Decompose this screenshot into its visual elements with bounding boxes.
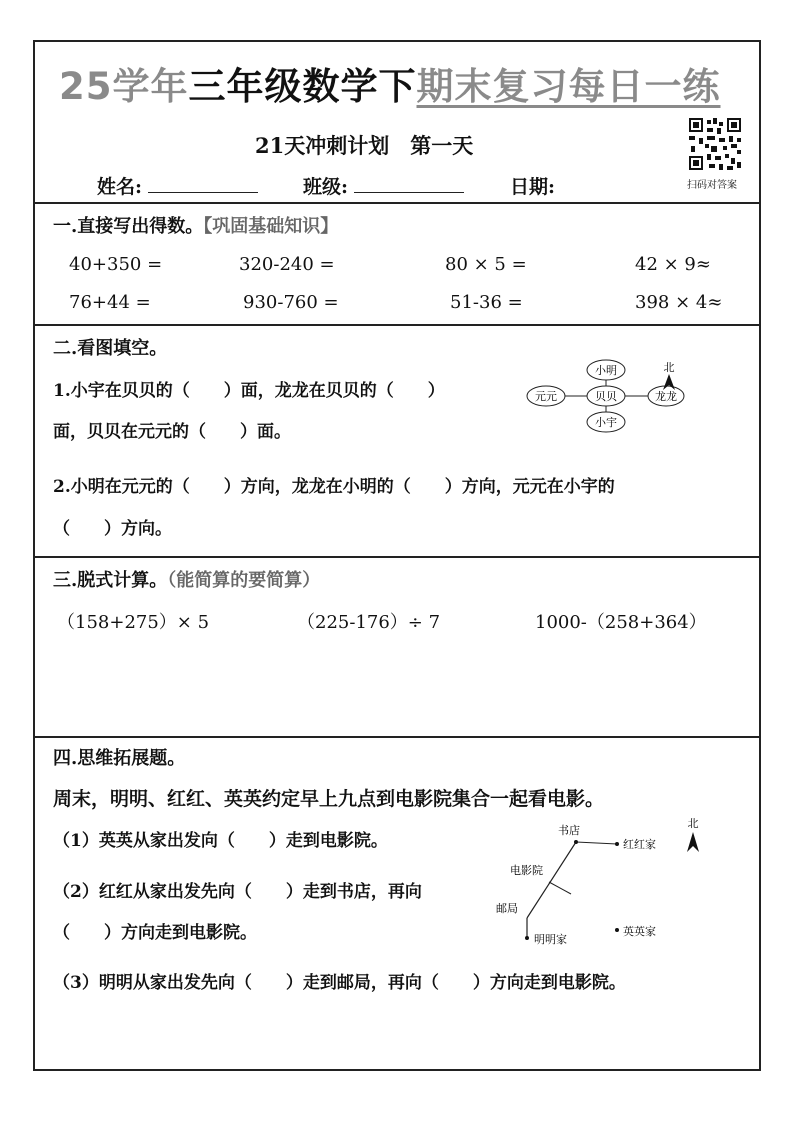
place-label: 电影院 xyxy=(510,864,543,877)
question-text: 2.小明在元元的（ ）方向，龙龙在小明的（ ）方向，元元在小宇的 xyxy=(53,477,615,497)
class-field[interactable] xyxy=(303,172,464,199)
section-4-title: 四.思维拓展题。 xyxy=(53,748,186,769)
name-blank[interactable] xyxy=(148,178,258,193)
node-label: 龙龙 xyxy=(655,390,677,403)
question-text: （2）红红从家出发先向（ ）走到书店，再向 xyxy=(53,882,422,902)
mental-calc-item[interactable]: 320-240 = xyxy=(239,254,335,275)
qr-label: 扫码对答案 xyxy=(687,180,737,191)
node-label: 元元 xyxy=(535,390,557,403)
section-1-title xyxy=(53,212,338,238)
question-text: （3）明明从家出发先向（ ）走到邮局，再向（ ）方向走到电影院。 xyxy=(53,973,626,993)
north-label: 北 xyxy=(687,817,699,830)
section-1-heading: 一.直接写出得数。 xyxy=(53,216,204,237)
title-year: 25学年 xyxy=(59,65,189,108)
step-calc-item[interactable]: （158+275）× 5 xyxy=(57,612,210,633)
section-3-title xyxy=(53,566,320,592)
divider xyxy=(35,202,759,204)
question-text: 1.小宇在贝贝的（ ）面，龙龙在贝贝的（ ） xyxy=(53,381,445,401)
node-label: 贝贝 xyxy=(595,390,617,403)
place-label: 红红家 xyxy=(623,838,656,851)
node-label: 小宇 xyxy=(595,416,617,429)
place-label: 书店 xyxy=(558,824,580,837)
question-text: （1）英英从家出发向（ ）走到电影院。 xyxy=(53,831,388,851)
place-label: 明明家 xyxy=(534,933,567,946)
step-calc-item[interactable]: 1000-（258+364） xyxy=(535,612,707,633)
divider xyxy=(35,556,759,558)
place-label: 邮局 xyxy=(496,902,518,915)
worksheet-title xyxy=(59,56,721,110)
date-field[interactable] xyxy=(510,172,555,199)
section-3-subtitle: （能简算的要简算） xyxy=(167,570,321,591)
class-label: 班级: xyxy=(303,176,349,198)
question-intro: 周末，明明、红红、英英约定早上九点到电影院集合一起看电影。 xyxy=(53,788,605,810)
name-field[interactable] xyxy=(97,172,258,199)
mental-calc-item[interactable]: 42 × 9≈ xyxy=(635,254,711,275)
mental-calc-item[interactable]: 930-760 = xyxy=(243,292,339,313)
section-1-subtitle: 【巩固基础知识】 xyxy=(203,216,339,237)
north-arrow-icon xyxy=(659,360,679,394)
section-3-heading: 三.脱式计算。 xyxy=(53,570,168,591)
name-label: 姓名: xyxy=(97,176,143,198)
question-text: （ ）方向走到电影院。 xyxy=(53,923,257,943)
mental-calc-item[interactable]: 76+44 = xyxy=(69,292,151,313)
place-label: 英英家 xyxy=(623,925,656,938)
class-blank[interactable] xyxy=(354,178,464,193)
divider xyxy=(35,736,759,738)
section-2-title: 二.看图填空。 xyxy=(53,338,168,359)
mental-calc-item[interactable]: 398 × 4≈ xyxy=(635,292,723,313)
qr-code-icon[interactable] xyxy=(687,116,743,172)
north-label: 北 xyxy=(663,361,675,374)
date-label: 日期: xyxy=(510,176,556,198)
step-calc-item[interactable]: （225-176）÷ 7 xyxy=(297,612,441,633)
title-grade: 三年级数学下 xyxy=(188,65,417,108)
question-text: 面，贝贝在元元的（ ）面。 xyxy=(53,422,291,442)
worksheet-frame xyxy=(33,40,761,1071)
question-text: （ ）方向。 xyxy=(53,519,172,539)
worksheet-subtitle: 21天冲刺计划 第一天 xyxy=(255,133,474,158)
north-arrow-icon xyxy=(683,816,703,856)
mental-calc-item[interactable]: 51-36 = xyxy=(450,292,523,313)
title-review: 期末复习每日一练 xyxy=(416,65,721,108)
mental-calc-item[interactable]: 80 × 5 = xyxy=(445,254,527,275)
divider xyxy=(35,324,759,326)
node-label: 小明 xyxy=(595,364,617,377)
mental-calc-item[interactable]: 40+350 = xyxy=(69,254,163,275)
